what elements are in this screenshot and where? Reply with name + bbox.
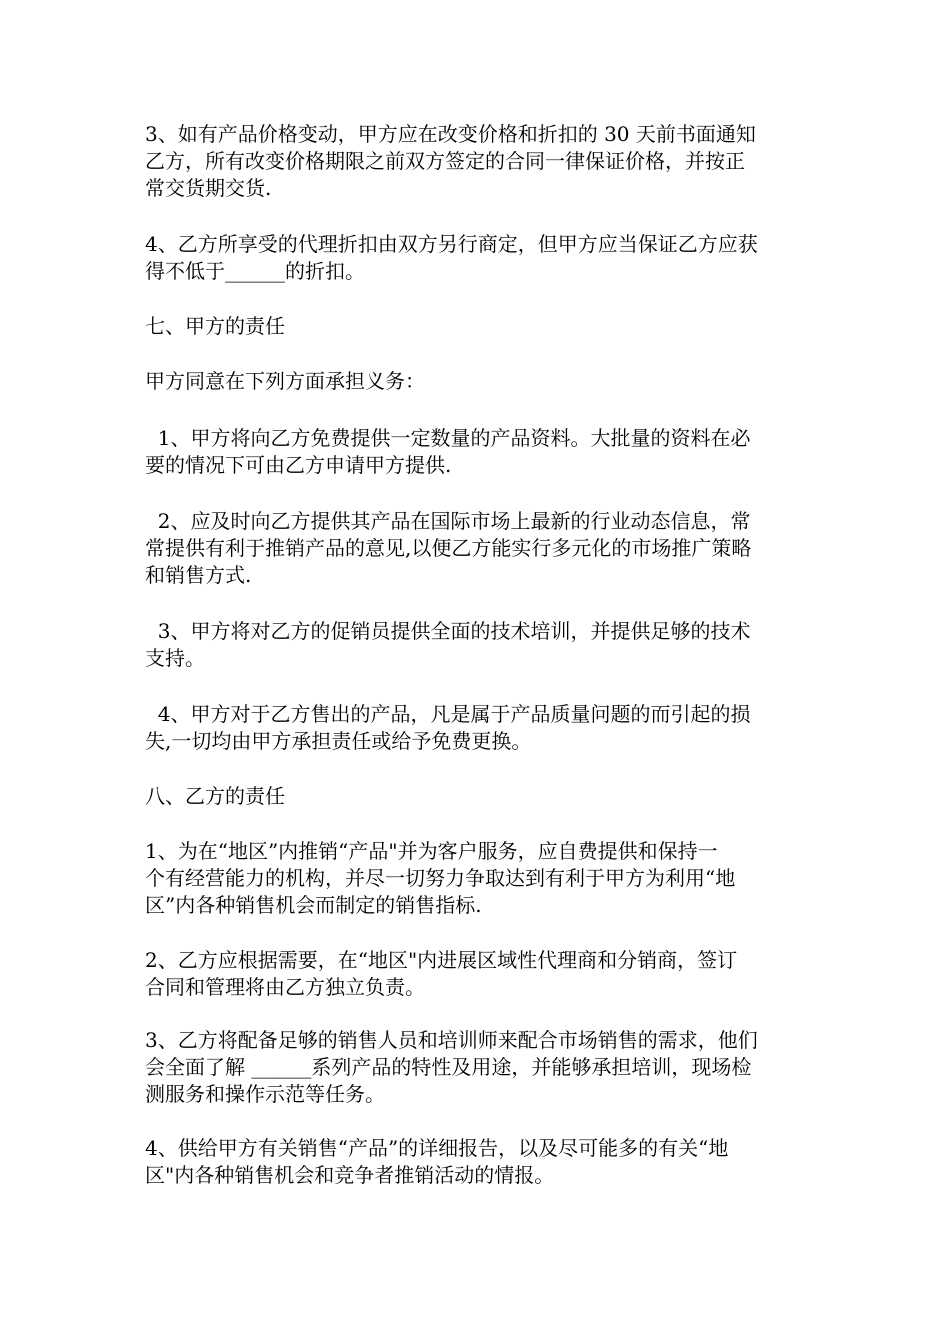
paragraph-b-item-4 — [145, 1135, 810, 1189]
text-line: 4、乙方所享受的代理折扣由双方另行商定，但甲方应当保证乙方应获 — [145, 232, 758, 256]
paragraph-b-item-2 — [145, 947, 810, 1001]
paragraph-price-change — [145, 121, 810, 202]
text-line: 4、甲方对于乙方售出的产品，凡是属于产品质量问题的而引起的损 — [145, 702, 751, 726]
paragraph-a-item-2 — [145, 508, 810, 589]
paragraph-a-item-3 — [145, 618, 810, 672]
text-line: 1、甲方将向乙方免费提供一定数量的产品资料。大批量的资料在必 — [145, 426, 751, 450]
text-line: 个有经营能力的机构，并尽一切努力争取达到有利于甲方为利用“地 — [145, 866, 736, 890]
text-line: 和销售方式. — [145, 563, 252, 587]
text-line: 合同和管理将由乙方独立负责。 — [145, 975, 425, 999]
text-line: 失,一切均由甲方承担责任或给予免费更换。 — [145, 729, 532, 753]
text-line: 乙方，所有改变价格期限之前双方签定的合同一律保证价格，并按正 — [145, 149, 745, 173]
section-heading-party-a — [145, 313, 810, 340]
paragraph-b-item-3 — [145, 1027, 810, 1108]
text-line: 支持。 — [145, 646, 205, 670]
text-line: 得不低于______的折扣。 — [145, 259, 365, 283]
text-line: 区"内各种销售机会和竞争者推销活动的情报。 — [145, 1163, 555, 1187]
heading-text: 八、乙方的责任 — [145, 784, 285, 808]
text-line: 3、甲方将对乙方的促销员提供全面的技术培训，并提供足够的技术 — [145, 619, 751, 643]
paragraph-b-item-1 — [145, 838, 810, 919]
paragraph-a-item-4 — [145, 701, 810, 755]
text-line: 常提供有利于推销产品的意见,以便乙方能实行多元化的市场推广策略 — [145, 536, 752, 560]
text-line: 区”内各种销售机会而制定的销售指标. — [145, 893, 482, 917]
text-line: 常交货期交货. — [145, 176, 272, 200]
paragraph-agent-discount — [145, 231, 810, 285]
text-line: 3、如有产品价格变动，甲方应在改变价格和折扣的 30 天前书面通知 — [145, 122, 756, 146]
text-line: 3、乙方将配备足够的销售人员和培训师来配合市场销售的需求，他们 — [145, 1028, 758, 1052]
text-line: 要的情况下可由乙方申请甲方提供. — [145, 453, 452, 477]
text-line: 甲方同意在下列方面承担义务： — [145, 369, 425, 393]
section-heading-party-b — [145, 783, 810, 810]
paragraph-a-item-1 — [145, 425, 810, 479]
text-line: 1、为在“地区”内推销“产品"并为客户服务，应自费提供和保持一 — [145, 839, 718, 863]
heading-text: 七、甲方的责任 — [145, 314, 285, 338]
text-line: 会全面了解 ______系列产品的特性及用途，并能够承担培训，现场检 — [145, 1055, 752, 1079]
text-line: 2、乙方应根据需要，在“地区"内进展区域性代理商和分销商，签订 — [145, 948, 738, 972]
text-line: 4、供给甲方有关销售“产品”的详细报告，以及尽可能多的有关“地 — [145, 1136, 729, 1160]
paragraph-party-a-intro — [145, 368, 810, 395]
text-line: 测服务和操作示范等任务。 — [145, 1082, 385, 1106]
text-line: 2、应及时向乙方提供其产品在国际市场上最新的行业动态信息，常 — [145, 509, 751, 533]
